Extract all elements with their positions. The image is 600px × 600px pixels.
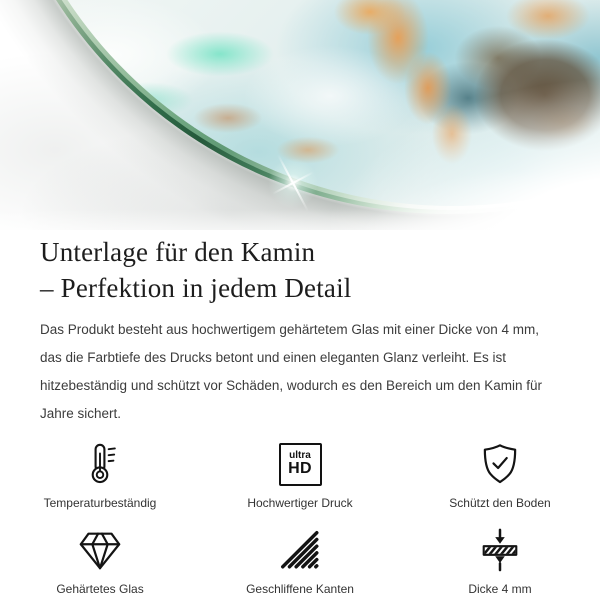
feature-grid (0, 441, 600, 596)
title-line-1: Unterlage für den Kamin (40, 237, 316, 267)
title-line-2: – Perfektion in jedem Detail (40, 273, 352, 303)
product-image-glass-disc (0, 0, 600, 230)
feature-label: Schützt den Boden (449, 496, 551, 510)
diamond-icon (77, 527, 123, 573)
product-description: Das Produkt besteht aus hochwertigem gehärtetem Glas mit einer Dicke von 4 mm, das die Farbtiefe des Drucks betont und einen eleganten Glanz verleiht. Es ist hitzebeständig und schützt vor Schäden, wodurch es den Bereich um den Kamin für Jahre sichert. (40, 322, 543, 421)
feature-temperature (0, 441, 200, 510)
feature-label: Gehärtetes Glas (56, 582, 144, 596)
thickness-icon (477, 527, 523, 573)
ultra-hd-badge-bottom: HD (288, 460, 312, 477)
shield-check-icon (477, 441, 523, 487)
ultra-hd-badge (279, 443, 322, 486)
feature-tempered-glass (0, 527, 200, 596)
sparkle-ray-horizontal (272, 171, 314, 194)
ultra-hd-badge-top: ultra (289, 450, 311, 461)
ultra-hd-icon (279, 441, 322, 487)
page-title (40, 234, 560, 306)
feature-print-quality (200, 441, 400, 510)
feature-label: Dicke 4 mm (468, 582, 532, 596)
feature-thickness (400, 527, 600, 596)
feature-label: Temperaturbeständig (43, 496, 157, 510)
thermometer-icon (77, 441, 123, 487)
feature-label: Geschliffene Kanten (246, 582, 354, 596)
feature-floor-protection (400, 441, 600, 510)
feature-polished-edges (200, 527, 400, 596)
polished-edges-icon (277, 527, 323, 573)
feature-label: Hochwertiger Druck (247, 496, 353, 510)
